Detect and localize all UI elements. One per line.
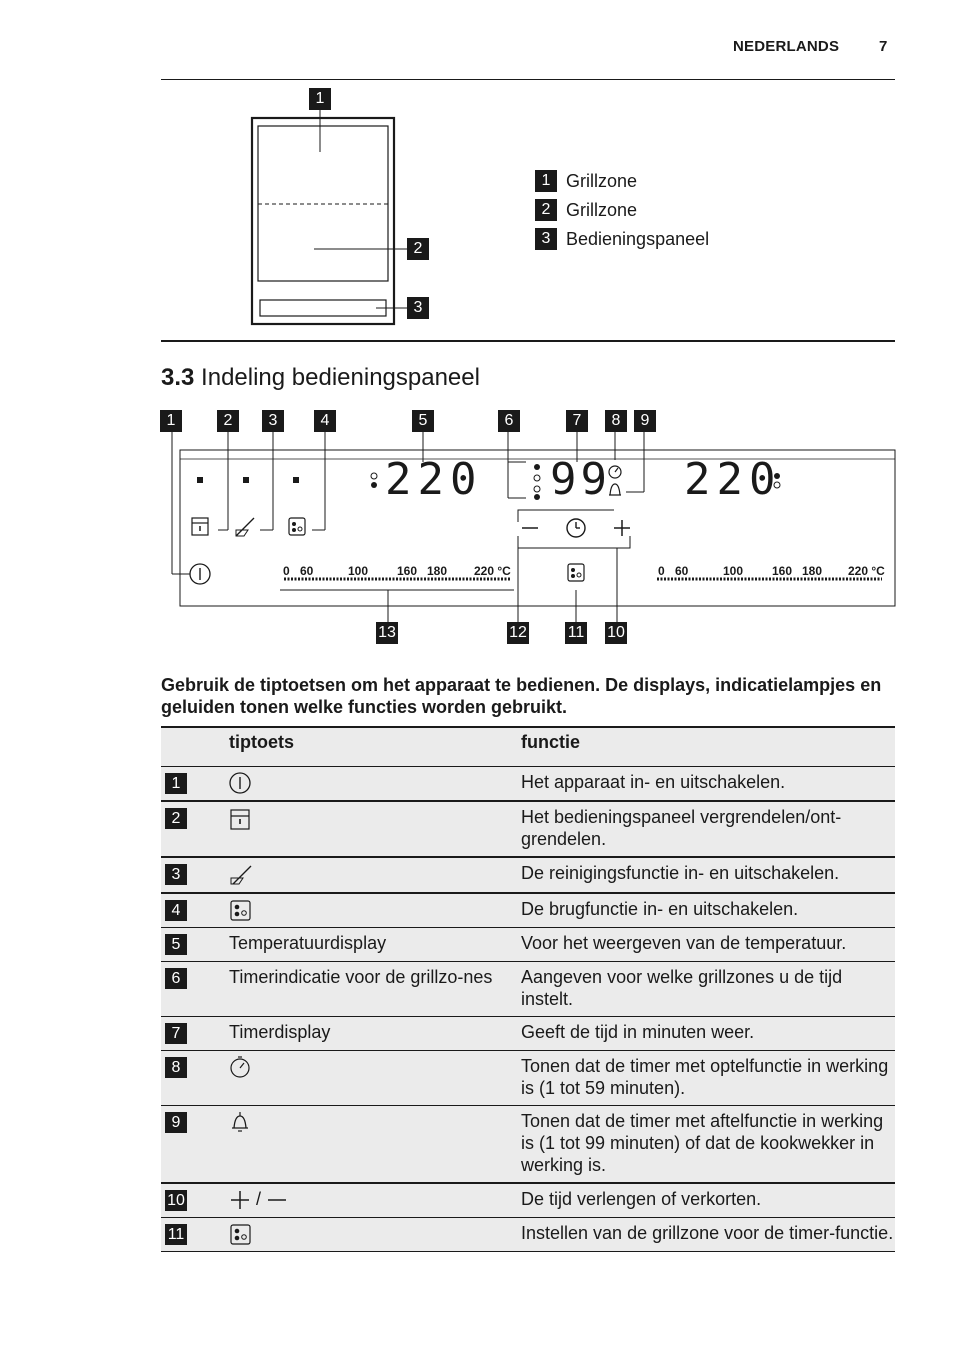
row-key <box>229 1183 521 1218</box>
header-function: functie <box>521 727 895 767</box>
row-badge: 8 <box>165 1057 187 1078</box>
legend-badge: 3 <box>535 228 557 250</box>
zone-select-icon <box>568 564 584 581</box>
table-row <box>161 801 895 857</box>
panel-callout-2: 2 <box>217 410 239 432</box>
callout-3: 3 <box>407 297 429 319</box>
legend-label: Bedieningspaneel <box>566 228 710 249</box>
cleaning-brush-icon <box>236 518 254 536</box>
legend-label: Grillzone <box>566 199 638 220</box>
table-row <box>161 961 895 1016</box>
panel-callout-4: 4 <box>314 410 336 432</box>
row-function: Het apparaat in- en uitschakelen. <box>521 767 895 802</box>
panel-callout-12: 12 <box>507 622 529 644</box>
panel-callout-3: 3 <box>262 410 284 432</box>
plus-minus-separator: / <box>256 1188 262 1209</box>
panel-callout-7: 7 <box>566 410 588 432</box>
row-badge: 7 <box>165 1023 187 1044</box>
section-title <box>161 364 480 392</box>
controls-table <box>161 726 895 1252</box>
row-badge: 3 <box>165 864 187 885</box>
control-panel-strip <box>260 300 386 316</box>
panel-callout-11: 11 <box>565 622 587 644</box>
page-number: 7 <box>879 38 888 55</box>
row-key: Timerindicatie voor de grillzo-nes <box>229 961 521 1016</box>
scale-label: 160 <box>397 564 418 578</box>
minus-icon <box>266 1189 288 1211</box>
legend-item-2 <box>535 199 637 221</box>
row-key: Temperatuurdisplay <box>229 927 521 961</box>
table-row <box>161 1218 895 1252</box>
row-badge: 6 <box>165 968 187 989</box>
scale-label: 60 <box>675 564 689 578</box>
row-badge: 11 <box>165 1224 187 1245</box>
callout-2: 2 <box>407 238 429 260</box>
scale-label: 220 °C <box>848 564 885 578</box>
panel-callout-6: 6 <box>498 410 520 432</box>
legend-item-3 <box>535 228 709 250</box>
row-function: Voor het weergeven van de temperatuur. <box>521 927 895 961</box>
panel-callout-10: 10 <box>605 622 627 644</box>
row-badge: 2 <box>165 808 187 829</box>
scale-label: 160 <box>772 564 793 578</box>
scale-label: 180 <box>427 564 448 578</box>
lock-icon <box>229 808 253 830</box>
table-row <box>161 1105 895 1183</box>
plus-icon <box>229 1189 251 1211</box>
bridge-icon <box>289 518 305 535</box>
legend-label: Grillzone <box>566 170 638 191</box>
bridge-icon <box>229 899 253 921</box>
indicator-dot <box>243 477 249 483</box>
header-num <box>161 727 229 767</box>
row-function: Tonen dat de timer met optelfunctie in werking is (1 tot 59 minuten). <box>521 1050 895 1105</box>
scale-label: 0 <box>283 564 290 578</box>
zone-select-icon <box>229 1223 253 1245</box>
temperature-display-right: 220 <box>684 454 782 505</box>
control-panel-diagram <box>160 432 900 622</box>
panel-callout-13: 13 <box>376 622 398 644</box>
panel-callout-1: 1 <box>160 410 182 432</box>
indicator-dot <box>197 477 203 483</box>
row-function: Het bedieningspaneel vergrendelen/ont-grendelen. <box>521 801 895 857</box>
intro-text: Gebruik de tiptoetsen om het apparaat te bedienen. De displays, indicatielampjes en geluiden tonen welke functies worden gebruikt. <box>161 675 882 717</box>
row-function: Instellen van de grillzone voor de timer-functie. <box>521 1218 895 1252</box>
row-function: De tijd verlengen of verkorten. <box>521 1183 895 1218</box>
header-key: tiptoets <box>229 727 521 767</box>
scale-label: 100 <box>723 564 744 578</box>
row-badge: 1 <box>165 773 187 794</box>
row-function: Geeft de tijd in minuten weer. <box>521 1016 895 1050</box>
scale-label: 180 <box>802 564 823 578</box>
header-rule <box>161 79 895 80</box>
row-key: Timerdisplay <box>229 1016 521 1050</box>
row-function: De reinigingsfunctie in- en uitschakelen. <box>521 857 895 892</box>
row-function: Aangeven voor welke grillzones u de tijd instelt. <box>521 961 895 1016</box>
callout-1: 1 <box>309 88 331 110</box>
section-number: 3.3 <box>161 364 195 391</box>
row-badge: 10 <box>165 1190 187 1211</box>
legend-badge: 1 <box>535 170 557 192</box>
table-row <box>161 767 895 802</box>
scale-label: 100 <box>348 564 369 578</box>
appliance-outline <box>252 118 394 324</box>
legend-item-1 <box>535 170 637 192</box>
table-header-row <box>161 727 895 767</box>
table-row <box>161 857 895 892</box>
section-heading: Indeling bedieningspaneel <box>201 364 480 391</box>
table-row <box>161 1183 895 1218</box>
panel-callout-8: 8 <box>605 410 627 432</box>
panel-callout-5: 5 <box>412 410 434 432</box>
stopwatch-icon <box>229 1056 253 1078</box>
table-row <box>161 893 895 928</box>
power-icon <box>229 772 253 794</box>
language-label: NEDERLANDS <box>733 38 840 55</box>
panel-callout-9: 9 <box>634 410 656 432</box>
table-row <box>161 1016 895 1050</box>
scale-label: 60 <box>300 564 314 578</box>
cleaning-brush-icon <box>229 864 253 886</box>
row-function: De brugfunctie in- en uitschakelen. <box>521 893 895 928</box>
section-rule <box>161 340 895 342</box>
table-row <box>161 1050 895 1105</box>
scale-label: 220 °C <box>474 564 511 578</box>
timer-display: 99 <box>550 454 611 505</box>
temperature-display-left: 220 <box>385 454 483 505</box>
indicator-dot <box>293 477 299 483</box>
scale-label: 0 <box>658 564 665 578</box>
appliance-diagram <box>240 86 440 331</box>
legend-badge: 2 <box>535 199 557 221</box>
row-function: Tonen dat de timer met aftelfunctie in werking is (1 tot 99 minuten) of dat de kookwekker in werking is. <box>521 1105 895 1183</box>
row-badge: 5 <box>165 934 187 955</box>
row-badge: 4 <box>165 900 187 921</box>
row-badge: 9 <box>165 1112 187 1133</box>
table-row <box>161 927 895 961</box>
bell-icon <box>229 1111 253 1133</box>
